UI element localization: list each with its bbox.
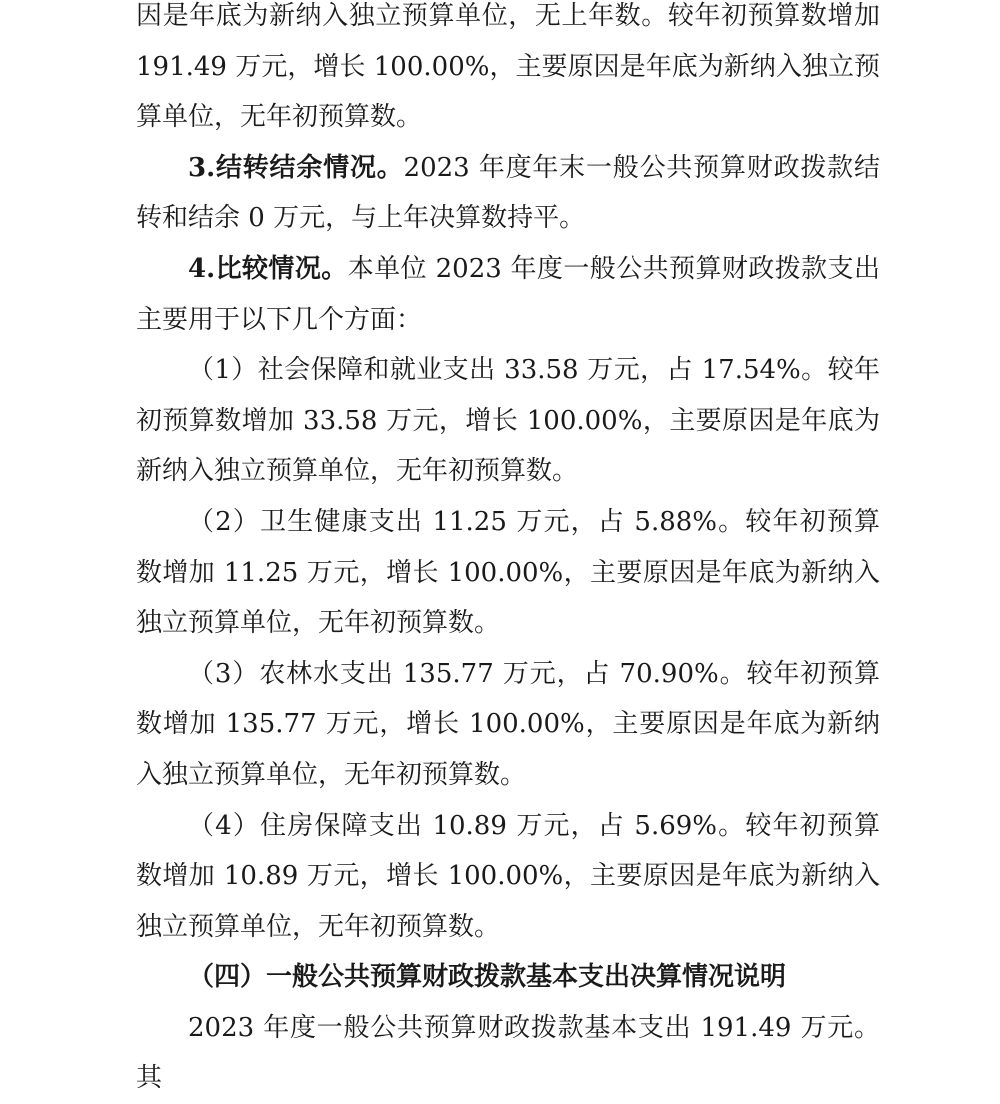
document-page <box>136 0 880 1104</box>
paragraph-carryover-balance <box>136 143 880 244</box>
section-heading-comparison: 4.比较情况。 <box>188 253 348 284</box>
paragraph-item-housing: （4）住房保障支出 10.89 万元，占 5.69%。较年初预算数增加 10.89 万元，增长 100.00%，主要原因是年底为新纳入独立预算单位，无年初预算数。 <box>136 810 880 942</box>
paragraph-item-social-security: （1）社会保障和就业支出 33.58 万元，占 17.54%。较年初预算数增加 33.58 万元，增长 100.00%，主要原因是年底为新纳入独立预算单位，无年初预算数。 <box>136 355 880 487</box>
paragraph-comparison <box>136 244 880 345</box>
paragraph-continuation: 因是年底为新纳入独立预算单位，无上年数。较年初预算数增加 191.49 万元，增长 100.00%，主要原因是年底为新纳入独立预算单位，无年初预算数。 <box>136 1 880 133</box>
paragraph-item-agriculture: （3）农林水支出 135.77 万元，占 70.90%。较年初预算数增加 135.77 万元，增长 100.00%，主要原因是年底为新纳入独立预算单位，无年初预算数。 <box>136 658 880 790</box>
section-heading-carryover: 3.结转结余情况。 <box>188 152 404 183</box>
paragraph-comparison-text: 本单位 2023 年度一般公共预算财政拨款支出主要用于以下几个方面： <box>136 253 880 335</box>
section-heading-basic-expenditure: （四）一般公共预算财政拨款基本支出决算情况说明 <box>188 962 787 993</box>
paragraph-basic-expenditure: 2023 年度一般公共预算财政拨款基本支出 191.49 万元。其 <box>136 1012 880 1094</box>
paragraph-item-health: （2）卫生健康支出 11.25 万元，占 5.88%。较年初预算数增加 11.25 万元，增长 100.00%，主要原因是年底为新纳入独立预算单位，无年初预算数。 <box>136 506 880 639</box>
paragraph-carryover-text: 2023 年度年末一般公共预算财政拨款结转和结余 0 万元，与上年决算数持平。 <box>136 152 880 234</box>
